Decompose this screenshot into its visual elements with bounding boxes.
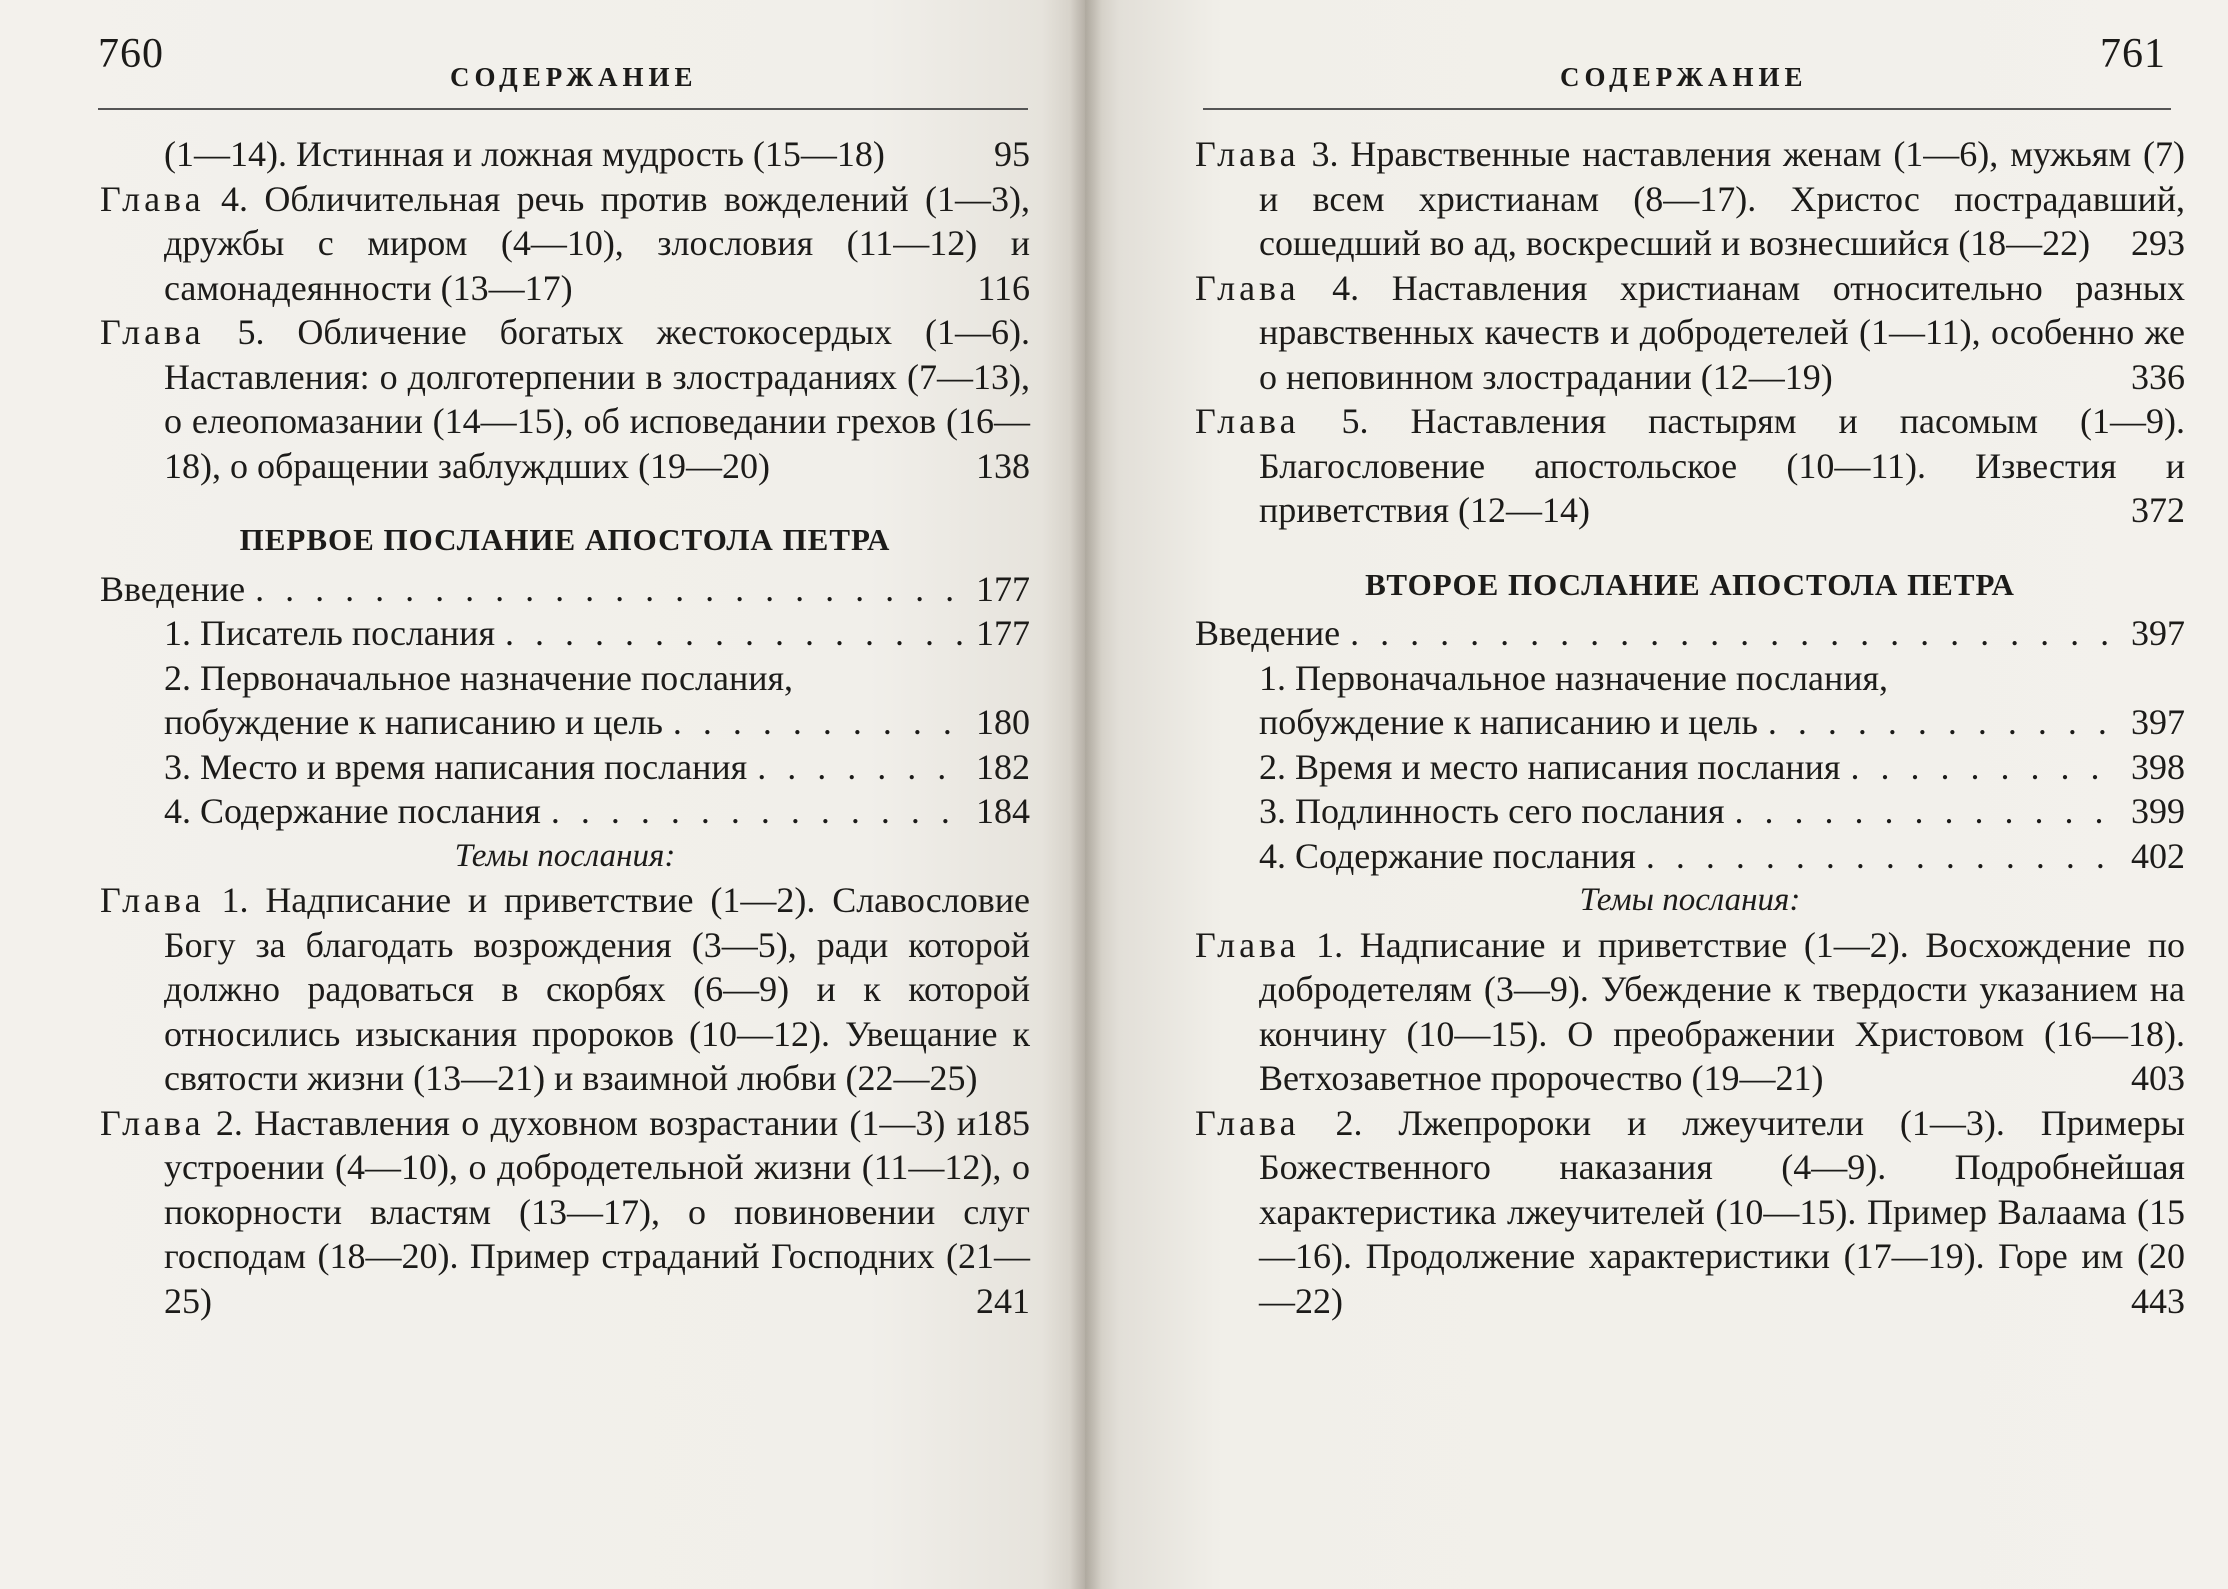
toc-entry-text: 4. Содержание послания bbox=[164, 791, 541, 831]
toc-entry-text: побуждение к написанию и цель bbox=[164, 702, 663, 742]
leader-dots bbox=[1850, 745, 2121, 790]
left-page bbox=[0, 0, 1085, 1589]
left-running-title: СОДЕРЖАНИЕ bbox=[450, 62, 698, 92]
toc-entry-text: 1. Надписание и приветствие (1—2). Восхождение по добродетелям (3—9). Убеждение к твердости указанием на кончину (10—15). О преображении Христовом (16—18). Ветхозаветное пророчество (19—21) bbox=[1259, 924, 2186, 1098]
toc-entry-text: 2. Время и место написания послания bbox=[1259, 746, 1841, 787]
chapter-label: Глава bbox=[1195, 267, 1300, 308]
toc-entry-text: Введение bbox=[100, 568, 246, 609]
toc-entry bbox=[1195, 656, 2185, 745]
toc-entry bbox=[100, 789, 1030, 834]
section-title: ВТОРОЕ ПОСЛАНИЕ АПОСТОЛА ПЕТРА bbox=[1365, 566, 2015, 602]
toc-page-number: 177 bbox=[976, 613, 1030, 653]
toc-page-number: 184 bbox=[976, 791, 1030, 831]
toc-page-number: 116 bbox=[977, 267, 1030, 308]
leader-dots bbox=[551, 789, 966, 834]
left-header bbox=[0, 0, 1085, 120]
toc-entry bbox=[1195, 611, 2185, 656]
toc-entry bbox=[100, 656, 1030, 745]
chapter-label: Глава bbox=[100, 880, 205, 920]
toc-page-number: 372 bbox=[2131, 490, 2185, 530]
toc-entry bbox=[1195, 399, 2185, 533]
toc-page-number: 443 bbox=[2131, 1280, 2185, 1321]
toc-entry-text: 2. Наставления о духовном возрастании (1—3) и устроении (4—10), о добродетельной жизни (11—12), о покорности властям (13—17), о повиновении слуг господам (18—20). Пример страданий Господних (21—25) bbox=[164, 1102, 1030, 1321]
toc-entry bbox=[1195, 923, 2185, 1101]
toc-entry bbox=[100, 878, 1030, 1143]
toc-entry-text: 4. Содержание послания bbox=[1259, 835, 1636, 876]
right-toc bbox=[1195, 132, 2185, 1323]
chapter-label: Глава bbox=[1195, 1102, 1300, 1143]
chapter-label: Глава bbox=[100, 1102, 205, 1143]
toc-page-number: 177 bbox=[976, 568, 1030, 609]
leader-dots bbox=[505, 611, 966, 656]
toc-page-number: 402 bbox=[2131, 835, 2185, 876]
right-running-title: СОДЕРЖАНИЕ bbox=[1560, 62, 1808, 92]
toc-page-number: 336 bbox=[2131, 356, 2185, 397]
left-toc bbox=[100, 132, 1030, 1323]
toc-entry-text: 3. Место и время написания послания bbox=[164, 746, 748, 787]
toc-entry bbox=[100, 177, 1030, 311]
toc-entry bbox=[100, 1101, 1030, 1324]
toc-page-number: 398 bbox=[2131, 746, 2185, 787]
toc-entry-text: 3. Подлинность сего послания bbox=[1259, 791, 1725, 831]
toc-page-number: 138 bbox=[976, 445, 1030, 486]
toc-entry-text: 1. Первоначальное назначение послания, bbox=[1259, 657, 1889, 698]
toc-entry-text: 2. Лжепророки и лжеучители (1—3). Примеры Божественного наказания (4—9). Подробнейшая характеристика лжеучителей (10—15). Пример Валаама (15—16). Продолжение характеристики (17—19). Горе им (20—22) bbox=[1259, 1102, 2185, 1321]
toc-page-number: 403 bbox=[2131, 1058, 2185, 1098]
toc-entry bbox=[1195, 789, 2185, 834]
chapter-label: Глава bbox=[1195, 924, 1300, 965]
toc-page-number: 95 bbox=[994, 134, 1030, 174]
toc-entry bbox=[1195, 745, 2185, 790]
leader-dots bbox=[1735, 789, 2121, 834]
toc-entry bbox=[100, 611, 1030, 656]
toc-entry bbox=[1195, 266, 2185, 400]
left-page-number: 760 bbox=[98, 31, 164, 77]
toc-entry-text: 3. Нравственные наставления женам (1—6), мужьям (7) и всем христианам (8—17). Христос пострадавший, сошедший во ад, воскресший и вознесшийся (18—22) bbox=[1259, 134, 2185, 263]
themes-subheading: Темы послания: bbox=[454, 837, 676, 874]
leader-dots bbox=[1646, 834, 2121, 879]
right-page-number: 761 bbox=[2100, 31, 2166, 77]
toc-entry-text: (1—14). Истинная и ложная мудрость (15—18) bbox=[164, 134, 885, 174]
right-page bbox=[1085, 0, 2228, 1589]
toc-entry bbox=[1195, 1101, 2185, 1324]
chapter-label: Глава bbox=[100, 178, 205, 219]
leader-dots bbox=[1350, 611, 2121, 656]
toc-entry-text: 5. Наставления пастырям и пасомым (1—9). Благословение апостольское (10—11). Известия и приветствия (12—14) bbox=[1259, 401, 2185, 530]
toc-page-number: 241 bbox=[976, 1280, 1030, 1321]
toc-entry-text: побуждение к написанию и цель bbox=[1259, 702, 1758, 742]
toc-page-number: 397 bbox=[2131, 702, 2185, 742]
leader-dots bbox=[757, 745, 966, 790]
toc-entry-text: 2. Первоначальное назначение послания, bbox=[164, 657, 794, 698]
leader-dots bbox=[673, 700, 966, 745]
leader-dots bbox=[1768, 700, 2121, 745]
right-header-rule bbox=[1203, 108, 2171, 110]
toc-entry-text: 5. Обличение богатых жестокосердых (1—6). Наставления: о долготерпении в злостраданиях (7—13), о елеопомазании (14—15), об исповедании грехов (16—18), о обращении заблуждших (19—20) bbox=[164, 312, 1030, 486]
toc-entry-text: 1. Надписание и приветствие (1—2). Славословие Богу за благодать возрождения (3—5), ради которой должно радоваться в скорбях (6—9) и к которой относились изыскания пророков (10—12). Увещание к святости жизни (13—21) и взаимной любви (22—25) bbox=[164, 880, 1030, 1098]
toc-entry-text: 1. Писатель послания bbox=[164, 613, 495, 653]
right-header bbox=[1085, 0, 2228, 120]
toc-entry bbox=[100, 567, 1030, 612]
chapter-label: Глава bbox=[1195, 401, 1300, 441]
toc-page-number: 182 bbox=[976, 746, 1030, 787]
left-header-rule bbox=[98, 108, 1028, 110]
toc-entry-text: 4. Обличительная речь против вожделений (1—3), дружбы с миром (4—10), злословия (11—12) и самонадеянности (13—17) bbox=[164, 178, 1030, 308]
toc-entry bbox=[1195, 132, 2185, 266]
toc-entry bbox=[100, 745, 1030, 790]
section-title: ПЕРВОЕ ПОСЛАНИЕ АПОСТОЛА ПЕТРА bbox=[239, 522, 891, 557]
toc-entry bbox=[100, 132, 1030, 177]
toc-entry-text: 4. Наставления христианам относительно разных нравственных качеств и добродетелей (1—11), особенно же о неповинном злострадании (12—19) bbox=[1259, 267, 2185, 397]
chapter-label: Глава bbox=[1195, 134, 1300, 174]
leader-dots bbox=[255, 567, 966, 612]
toc-page-number: 293 bbox=[2131, 223, 2185, 263]
toc-entry bbox=[1195, 834, 2185, 879]
toc-page-number: 399 bbox=[2131, 791, 2185, 831]
chapter-label: Глава bbox=[100, 312, 205, 352]
toc-page-number: 397 bbox=[2131, 613, 2185, 653]
book-gutter bbox=[1070, 0, 1102, 1589]
toc-entry bbox=[100, 310, 1030, 488]
toc-entry-text: Введение bbox=[1195, 613, 1341, 653]
toc-page-number: 180 bbox=[976, 702, 1030, 742]
toc-page-number: 185 bbox=[976, 1102, 1030, 1143]
themes-subheading: Темы послания: bbox=[1579, 882, 1801, 918]
